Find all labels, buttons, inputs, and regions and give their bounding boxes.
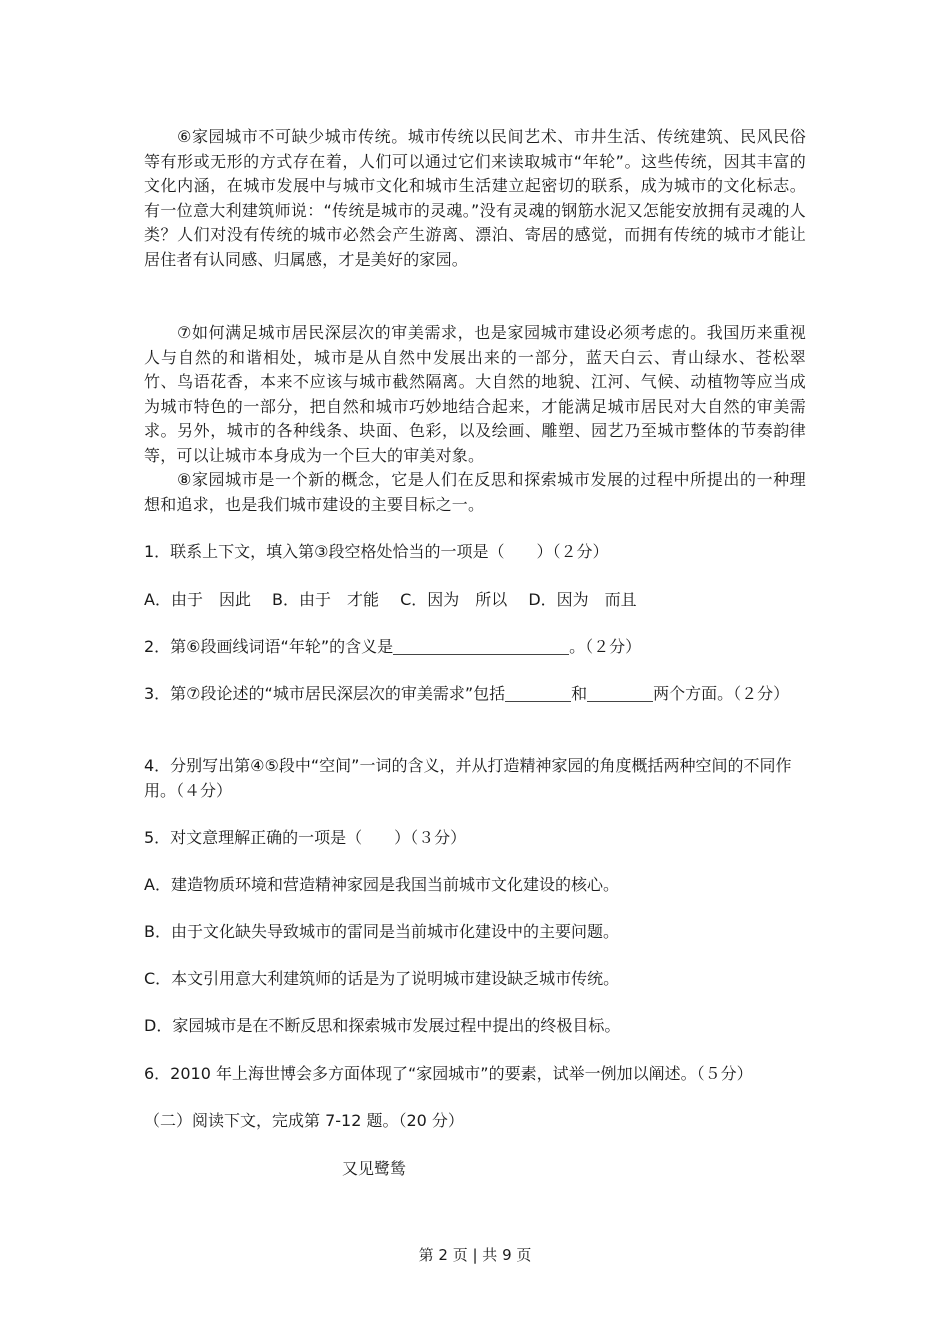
article-title: 又见鹭鸶 xyxy=(342,1159,407,1178)
question-5-option-c: C．本文引用意大利建筑师的话是为了说明城市建设缺乏城市传统。 xyxy=(144,969,620,988)
question-5: 5．对文意理解正确的一项是（ ）（３分） xyxy=(144,828,467,847)
paragraph-7: ⑦如何满足城市居民深层次的审美需求，也是家园城市建设必须考虑的。我国历来重视人与自然的和谐相处，城市是从自然中发展出来的一部分，蓝天白云、青山绿水、苍松翠竹、鸟语花香，本来不应该与城市截然隔离。大自然的地貌、江河、气候、动植物等应当成为城市特色的一部分，把自然和城市巧妙地结合起来，才能满足城市居民对大自然的审美需求。另外，城市的各种线条、块面、色彩，以及绘画、雕塑、园艺乃至城市整体的节奏韵律等，可以让城市本身成为一个巨大的审美对象。 xyxy=(144,323,806,465)
answer-blank[interactable] xyxy=(587,685,653,702)
question-2-score: 。（２分） xyxy=(569,637,642,656)
question-3 xyxy=(144,682,806,707)
section-2-heading: （二）阅读下文，完成第 7-12 题。（20 分） xyxy=(144,1111,464,1130)
answer-blank[interactable] xyxy=(393,638,569,655)
answer-blank[interactable] xyxy=(505,685,571,702)
question-5-option-b: B．由于文化缺失导致城市的雷同是当前城市化建设中的主要问题。 xyxy=(144,922,619,941)
question-5-option-a: A．建造物质环境和营造精神家园是我国当前城市文化建设的核心。 xyxy=(144,875,619,894)
question-2-text: 2．第⑥段画线词语“年轮”的含义是 xyxy=(144,637,394,656)
question-1-options: A．由于 因此 B．由于 才能 C．因为 所以 D．因为 而且 xyxy=(144,590,637,609)
question-3-score: 两个方面。（２分） xyxy=(653,684,790,703)
question-1: 1．联系上下文，填入第③段空格处恰当的一项是（ ）（２分） xyxy=(144,542,609,561)
page-footer: 第 2 页 | 共 9 页 xyxy=(418,1246,532,1264)
question-3-and: 和 xyxy=(571,684,588,703)
question-3-text: 3．第⑦段论述的“城市居民深层次的审美需求”包括 xyxy=(144,684,506,703)
question-2 xyxy=(144,635,806,660)
question-6: 6．2010 年上海世博会多方面体现了“家园城市”的要素，试举一例加以阐述。（５分） xyxy=(144,1064,753,1083)
question-4: 4．分别写出第④⑤段中“空间”一词的含义，并从打造精神家园的角度概括两种空间的不同作用。（４分） xyxy=(144,756,792,800)
question-5-option-d: D．家园城市是在不断反思和探索城市发展过程中提出的终极目标。 xyxy=(144,1016,621,1035)
paragraph-8: ⑧家园城市是一个新的概念，它是人们在反思和探索城市发展的过程中所提出的一种理想和追求，也是我们城市建设的主要目标之一。 xyxy=(144,470,806,514)
paragraph-6: ⑥家园城市不可缺少城市传统。城市传统以民间艺术、市井生活、传统建筑、民风民俗等有形或无形的方式存在着，人们可以通过它们来读取城市“年轮”。这些传统，因其丰富的文化内涵，在城市发展中与城市文化和城市生活建立起密切的联系，成为城市的文化标志。有一位意大利建筑师说：“传统是城市的灵魂。”没有灵魂的钢筋水泥又怎能安放拥有灵魂的人类？人们对没有传统的城市必然会产生游离、漂泊、寄居的感觉，而拥有传统的城市才能让居住者有认同感、归属感，才是美好的家园。 xyxy=(144,127,806,269)
